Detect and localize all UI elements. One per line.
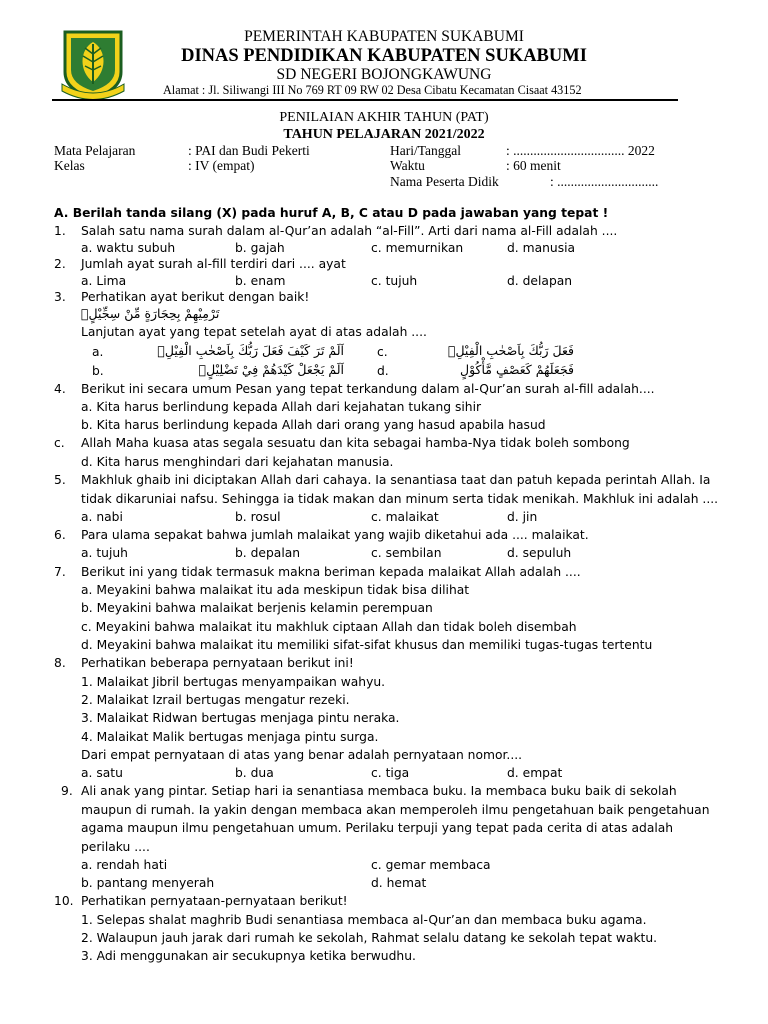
q3-option-c-arabic[interactable]: فَعَلَ رَبُّكَ بِاَصْحٰبِ الْفِيْلِۗ xyxy=(447,343,574,358)
q10-statement-2: 2. Walaupun jauh jarak dari rumah ke sekolah, Rahmat selalu datang ke sekolah tepat waktu. xyxy=(81,931,658,945)
q1-option-c[interactable]: c. memurnikan xyxy=(371,241,464,255)
q3-option-b-label[interactable]: b. xyxy=(92,364,104,378)
header-school: SD NEGERI BOJONGKAWUNG xyxy=(276,66,492,83)
q8-statement-3: 3. Malaikat Ridwan bertugas menjaga pintu neraka. xyxy=(81,711,400,725)
q2-option-a[interactable]: a. Lima xyxy=(81,274,127,288)
class-label: Kelas xyxy=(54,158,85,173)
q5-option-a[interactable]: a. nabi xyxy=(81,510,123,524)
q5-option-c[interactable]: c. malaikat xyxy=(371,510,439,524)
subject-value: : PAI dan Budi Pekerti xyxy=(188,143,310,158)
section-a-instruction: A. Berilah tanda silang (X) pada huruf A, B, C atau D pada jawaban yang tepat ! xyxy=(54,206,609,220)
q2-option-c[interactable]: c. tujuh xyxy=(371,274,418,288)
q2-option-b[interactable]: b. enam xyxy=(235,274,286,288)
q8-number: 8. xyxy=(54,656,66,670)
q8-option-b[interactable]: b. dua xyxy=(235,766,274,780)
q9-option-a[interactable]: a. rendah hati xyxy=(81,858,168,872)
q4-number: 4. xyxy=(54,382,66,396)
q3-option-a-label[interactable]: a. xyxy=(92,345,104,359)
q10-statement-1: 1. Selepas shalat maghrib Budi senantiasa membaca al-Qur’an dan membaca buku agama. xyxy=(81,913,647,927)
q1-option-b[interactable]: b. gajah xyxy=(235,241,285,255)
q10-statement-3: 3. Adi menggunakan air secukupnya ketika berwudhu. xyxy=(81,949,416,963)
date-value: : ................................. 2022 xyxy=(506,143,655,158)
exam-title: PENILAIAN AKHIR TAHUN (PAT) xyxy=(279,110,489,125)
q3-option-d-arabic[interactable]: فَجَعَلَهُمْ كَعَصْفٍ مَّأْكُوْلٍ xyxy=(460,362,574,377)
name-value: : .............................. xyxy=(550,174,659,189)
time-label: Waktu xyxy=(390,158,425,173)
q6-option-d[interactable]: d. sepuluh xyxy=(507,546,572,560)
q7-text: Berikut ini yang tidak termasuk makna beriman kepada malaikat Allah adalah .... xyxy=(81,565,581,579)
q6-number: 6. xyxy=(54,528,66,542)
q4-text: Berikut ini secara umum Pesan yang tepat terkandung dalam al-Qur’an surah al-fill adalah.... xyxy=(81,382,655,396)
q3-text: Perhatikan ayat berikut dengan baik! xyxy=(81,290,310,304)
q5-number: 5. xyxy=(54,473,66,487)
q9-text-line3: agama maupun ilmu pengetahuan umum. Perilaku terpuji yang tepat pada cerita di atas adalah xyxy=(81,821,674,835)
q7-number: 7. xyxy=(54,565,66,579)
q1-number: 1. xyxy=(54,224,66,238)
q5-text-line2: tidak dikaruniai nafsu. Sehingga ia tidak makan dan minum serta tidak menikah. Makhluk ini adalah .... xyxy=(81,492,719,506)
q8-option-d[interactable]: d. empat xyxy=(507,766,563,780)
q2-text: Jumlah ayat surah al-fill terdiri dari .... ayat xyxy=(81,257,346,271)
header-address: Alamat : Jl. Siliwangi III No 769 RT 09 RW 02 Desa Cibatu Kecamatan Cisaat 43152 xyxy=(163,83,582,97)
q4-option-b[interactable]: b. Kita harus berlindung kepada Allah dari orang yang hasud apabila hasud xyxy=(81,418,546,432)
q3-text2: Lanjutan ayat yang tepat setelah ayat di atas adalah .... xyxy=(81,325,427,339)
q6-text: Para ulama sepakat bahwa jumlah malaikat yang wajib diketahui ada .... malaikat. xyxy=(81,528,589,542)
q3-option-c-label[interactable]: c. xyxy=(377,345,388,359)
q8-statement-4: 4. Malaikat Malik bertugas menjaga pintu surga. xyxy=(81,730,379,744)
q1-option-d[interactable]: d. manusia xyxy=(507,241,576,255)
header-agency: DINAS PENDIDIKAN KABUPATEN SUKABUMI xyxy=(181,46,587,66)
q3-number: 3. xyxy=(54,290,66,304)
q6-option-b[interactable]: b. depalan xyxy=(235,546,301,560)
q9-option-c[interactable]: c. gemar membaca xyxy=(371,858,491,872)
q1-option-a[interactable]: a. waktu subuh xyxy=(81,241,176,255)
q7-option-b[interactable]: b. Meyakini bahwa malaikat berjenis kelamin perempuan xyxy=(81,601,433,615)
q3-option-b-arabic[interactable]: اَلَمْ يَجْعَلْ كَيْدَهُمْ فِيْ تَضْلِيْلٍۙ xyxy=(198,362,344,377)
header-government: PEMERINTAH KABUPATEN SUKABUMI xyxy=(244,28,524,45)
q4-option-c[interactable]: Allah Maha kuasa atas segala sesuatu dan kita sebagai hamba-Nya tidak boleh sombong xyxy=(81,436,630,450)
q2-option-d[interactable]: d. delapan xyxy=(507,274,573,288)
q10-number: 10. xyxy=(54,894,74,908)
subject-label: Mata Pelajaran xyxy=(54,143,136,158)
time-value: : 60 menit xyxy=(506,158,561,173)
q7-option-d[interactable]: d. Meyakini bahwa malaikat itu memiliki sifat-sifat khusus dan memiliki tugas-tugas tertentu xyxy=(81,638,653,652)
q9-text-line2: maupun di rumah. Ia yakin dengan membaca akan memperoleh ilmu pengetahuan baik pengetahuan xyxy=(81,803,710,817)
q3-option-a-arabic[interactable]: اَلَمْ تَرَ كَيْفَ فَعَلَ رَبُّكَ بِاَصْحٰبِ الْفِيْلِۗ xyxy=(157,343,344,358)
q9-option-b[interactable]: b. pantang menyerah xyxy=(81,876,215,890)
q9-number: 9. xyxy=(61,784,73,798)
q4-option-d[interactable]: d. Kita harus menghindari dari kejahatan manusia. xyxy=(81,455,394,469)
q6-option-c[interactable]: c. sembilan xyxy=(371,546,442,560)
date-label: Hari/Tanggal xyxy=(390,143,462,158)
q8-option-a[interactable]: a. satu xyxy=(81,766,123,780)
q4-option-c-label[interactable]: c. xyxy=(54,436,65,450)
q5-text-line1: Makhluk ghaib ini diciptakan Allah dari cahaya. Ia senantiasa taat dan patuh kepada perintah Allah. Ia xyxy=(81,473,711,487)
q1-text: Salah satu nama surah dalam al-Qur’an adalah “al-Fill”. Arti dari nama al-Fill adalah .... xyxy=(81,224,618,238)
q5-option-d[interactable]: d. jin xyxy=(507,510,538,524)
q3-arabic-verse: تَرْمِيْهِمْ بِحِجَارَةٍ مِّنْ سِجِّيْلٍۙ xyxy=(81,306,220,321)
q4-option-a[interactable]: a. Kita harus berlindung kepada Allah dari kejahatan tukang sihir xyxy=(81,400,482,414)
name-label: Nama Peserta Didik xyxy=(390,174,499,189)
q2-number: 2. xyxy=(54,257,66,271)
q9-text-line1: Ali anak yang pintar. Setiap hari ia senantiasa membaca buku. Ia membaca buku baik di sekolah xyxy=(81,784,677,798)
q7-option-a[interactable]: a. Meyakini bahwa malaikat itu ada meskipun tidak bisa dilihat xyxy=(81,583,470,597)
exam-year: TAHUN PELAJARAN 2021/2022 xyxy=(283,127,485,142)
q6-option-a[interactable]: a. tujuh xyxy=(81,546,128,560)
q5-option-b[interactable]: b. rosul xyxy=(235,510,281,524)
q7-option-c[interactable]: c. Meyakini bahwa malaikat itu makhluk ciptaan Allah dan tidak boleh disembah xyxy=(81,620,577,634)
q9-text-line4: perilaku .... xyxy=(81,840,150,854)
q8-statement-2: 2. Malaikat Izrail bertugas mengatur rezeki. xyxy=(81,693,350,707)
q10-text: Perhatikan pernyataan-pernyataan berikut! xyxy=(81,894,348,908)
q8-text: Perhatikan beberapa pernyataan berikut ini! xyxy=(81,656,354,670)
header-divider xyxy=(52,99,678,101)
q9-option-d[interactable]: d. hemat xyxy=(371,876,427,890)
q8-statement-1: 1. Malaikat Jibril bertugas menyampaikan wahyu. xyxy=(81,675,386,689)
q3-option-d-label[interactable]: d. xyxy=(377,364,389,378)
q8-option-c[interactable]: c. tiga xyxy=(371,766,410,780)
class-value: : IV (empat) xyxy=(188,158,255,173)
q8-text2: Dari empat pernyataan di atas yang benar adalah pernyataan nomor.... xyxy=(81,748,523,762)
